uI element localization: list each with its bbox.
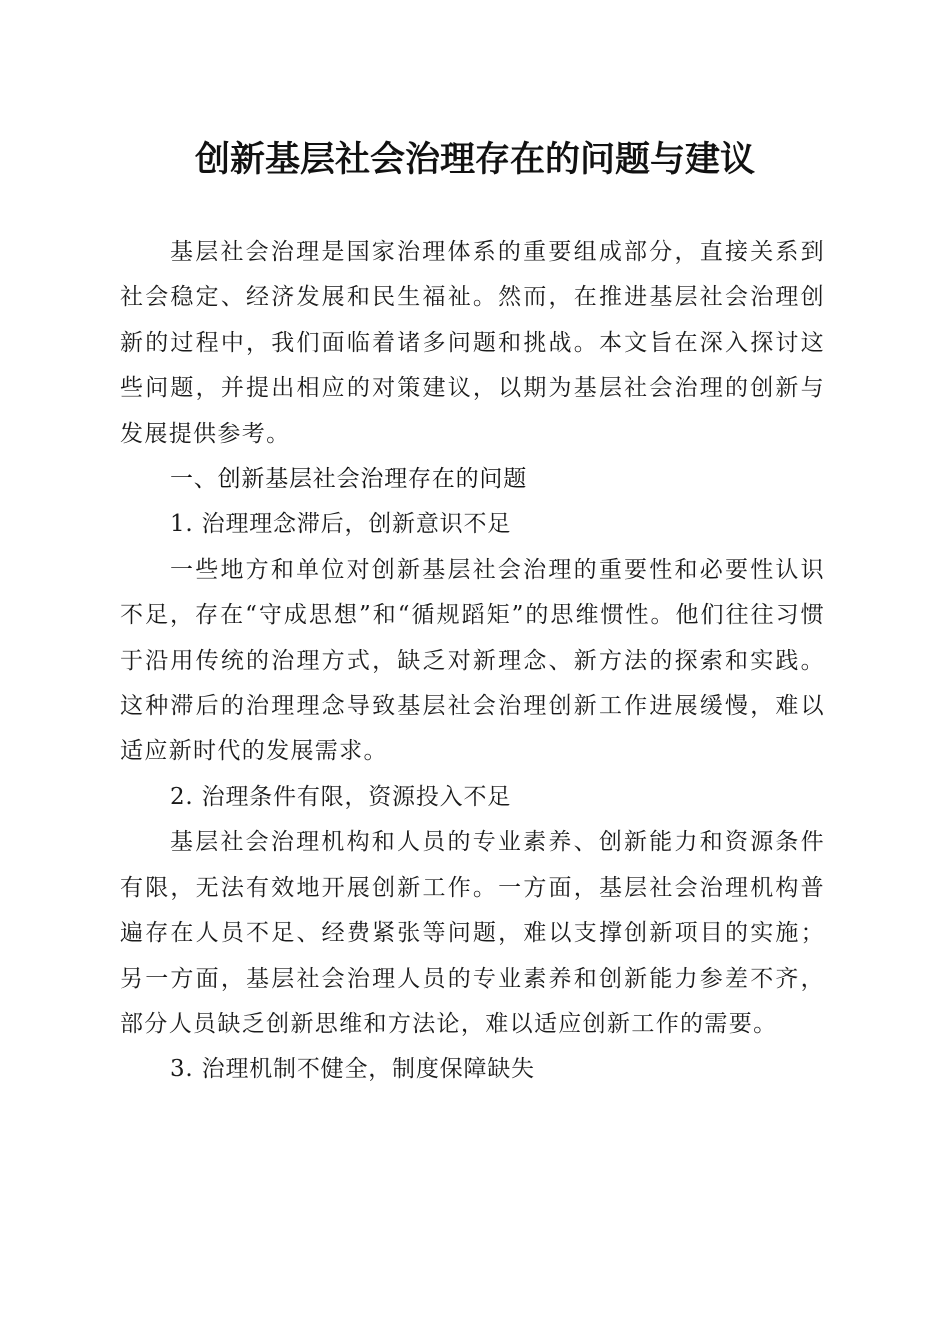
document-body: [120, 230, 825, 1093]
item-title: 1. 治理理念滞后，创新意识不足: [170, 511, 512, 538]
item-title: 2. 治理条件有限，资源投入不足: [170, 783, 512, 810]
item-paragraph: 一些地方和单位对创新基层社会治理的重要性和必要性认识不足，存在“守成思想”和“循规蹈矩”的思维惯性。他们往往习惯于沿用传统的治理方式，缺乏对新理念、新方法的探索和实践。这种滞后的治理理念导致基层社会治理创新工作进展缓慢，难以适应新时代的发展需求。: [120, 556, 825, 765]
intro-paragraph: 基层社会治理是国家治理体系的重要组成部分，直接关系到社会稳定、经济发展和民生福祉。然而，在推进基层社会治理创新的过程中，我们面临着诸多问题和挑战。本文旨在深入探讨这些问题，并提出相应的对策建议，以期为基层社会治理的创新与发展提供参考。: [120, 239, 825, 447]
item-paragraph: 基层社会治理机构和人员的专业素养、创新能力和资源条件有限，无法有效地开展创新工作。一方面，基层社会治理机构普遍存在人员不足、经费紧张等问题，难以支撑创新项目的实施；另一方面，基层社会治理人员的专业素养和创新能力参差不齐，部分人员缺乏创新思维和方法论，难以适应创新工作的需要。: [120, 829, 825, 1037]
document-title: 创新基层社会治理存在的问题与建议: [194, 139, 755, 180]
section-heading: 一、创新基层社会治理存在的问题: [170, 466, 527, 493]
item-title: 3. 治理机制不健全，制度保障缺失: [170, 1056, 535, 1083]
